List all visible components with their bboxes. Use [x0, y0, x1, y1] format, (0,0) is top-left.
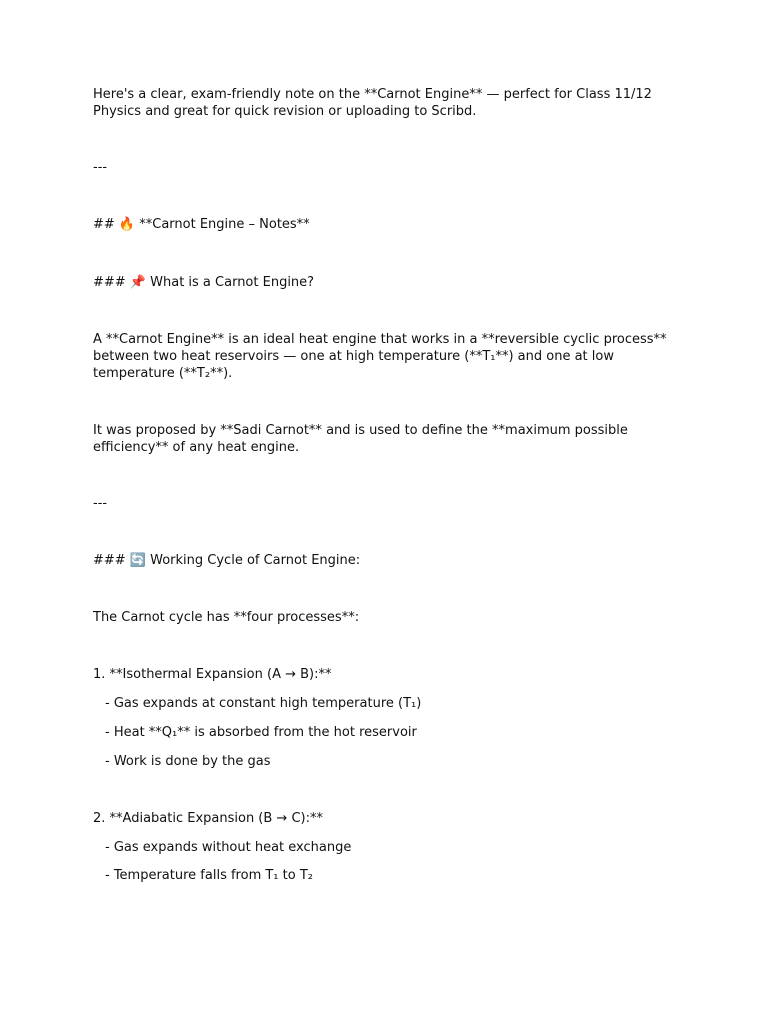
separator: --- — [93, 160, 108, 175]
separator: --- — [93, 496, 108, 511]
heading-working-cycle: ### 🔄 Working Cycle of Carnot Engine: — [93, 553, 361, 568]
step-1-title: 1. **Isothermal Expansion (A → B):** — [93, 667, 332, 682]
main-heading: ## 🔥 **Carnot Engine – Notes** — [93, 217, 310, 232]
step-2-bullet: - Gas expands without heat exchange — [105, 840, 352, 855]
step-2-bullet: - Temperature falls from T₁ to T₂ — [105, 868, 313, 883]
intro-paragraph: Here's a clear, exam-friendly note on the **Carnot Engine** — perfect for Class 11/12 Physics and great for quick revision or uploading to Scribd. — [93, 87, 657, 119]
step-1-bullet: - Gas expands at constant high temperature (T₁) — [105, 696, 422, 711]
heading-what-is: ### 📌 What is a Carnot Engine? — [93, 275, 315, 290]
proposed-paragraph: It was proposed by **Sadi Carnot** and is used to define the **maximum possible efficiency** of any heat engine. — [93, 423, 633, 455]
step-1-bullet: - Heat **Q₁** is absorbed from the hot reservoir — [105, 725, 417, 740]
processes-paragraph: The Carnot cycle has **four processes**: — [93, 610, 360, 625]
step-2-title: 2. **Adiabatic Expansion (B → C):** — [93, 811, 323, 826]
step-1-bullet: - Work is done by the gas — [105, 754, 271, 769]
definition-paragraph: A **Carnot Engine** is an ideal heat engine that works in a **reversible cyclic process** between two heat reservoirs — one at high temperature (**T₁**) and one at low temperature (**T₂**). — [93, 332, 671, 381]
